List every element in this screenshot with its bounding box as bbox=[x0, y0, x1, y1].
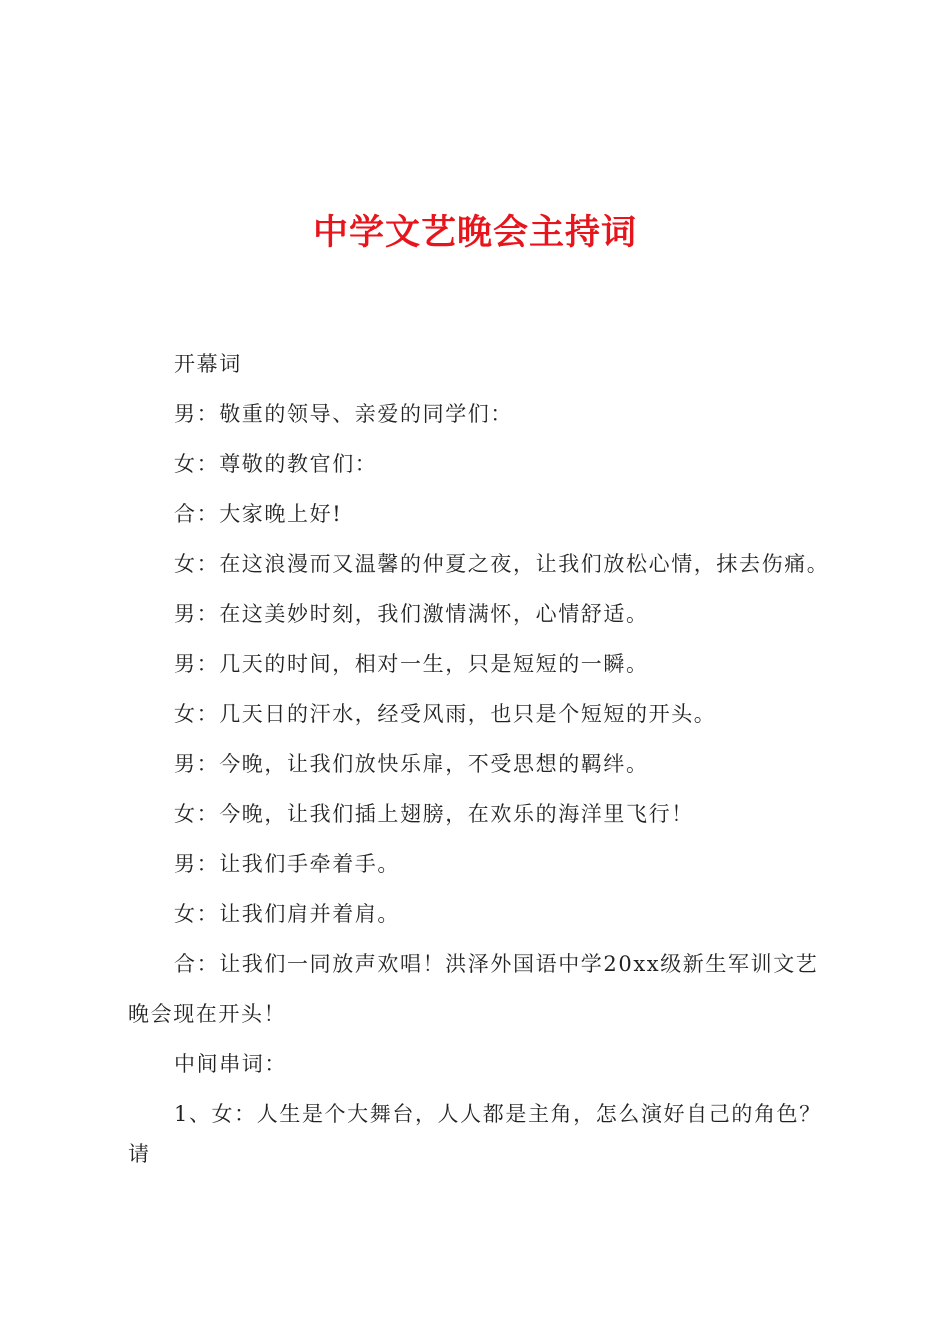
paragraph-interlude-heading: 中间串词： bbox=[174, 1052, 287, 1076]
paragraph-line: 女：几天日的汗水，经受风雨，也只是个短短的开头。 bbox=[174, 702, 717, 726]
paragraph-line: 男：在这美妙时刻，我们激情满怀，心情舒适。 bbox=[174, 602, 649, 626]
paragraph-line: 男：让我们手牵着手。 bbox=[174, 852, 400, 876]
paragraph-line: 女：在这浪漫而又温馨的仲夏之夜，让我们放松心情，抹去伤痛。 bbox=[174, 552, 830, 576]
document-title: 中学文艺晚会主持词 bbox=[312, 212, 637, 253]
paragraph-line: 合：让我们一同放声欢唱！洪泽外国语中学20xx级新生军训文艺晚会现在开头！ bbox=[128, 952, 819, 1026]
document-body bbox=[128, 344, 838, 1184]
paragraph-opening-heading: 开幕词 bbox=[174, 352, 242, 376]
paragraph-line: 1、女：人生是个大舞台，人人都是主角，怎么演好自己的角色？请 bbox=[128, 1102, 822, 1166]
paragraph-line: 男：敬重的领导、亲爱的同学们： bbox=[174, 402, 513, 426]
paragraph-line: 女：今晚，让我们插上翅膀，在欢乐的海洋里飞行！ bbox=[174, 802, 694, 826]
paragraph-line: 女：让我们肩并着肩。 bbox=[174, 902, 400, 926]
paragraph-line: 男：几天的时间，相对一生，只是短短的一瞬。 bbox=[174, 652, 649, 676]
paragraph-line: 男：今晚，让我们放快乐扉，不受思想的羁绊。 bbox=[174, 752, 649, 776]
paragraph-line: 合：大家晚上好! bbox=[174, 502, 343, 526]
paragraph-line: 女：尊敬的教官们： bbox=[174, 452, 378, 476]
